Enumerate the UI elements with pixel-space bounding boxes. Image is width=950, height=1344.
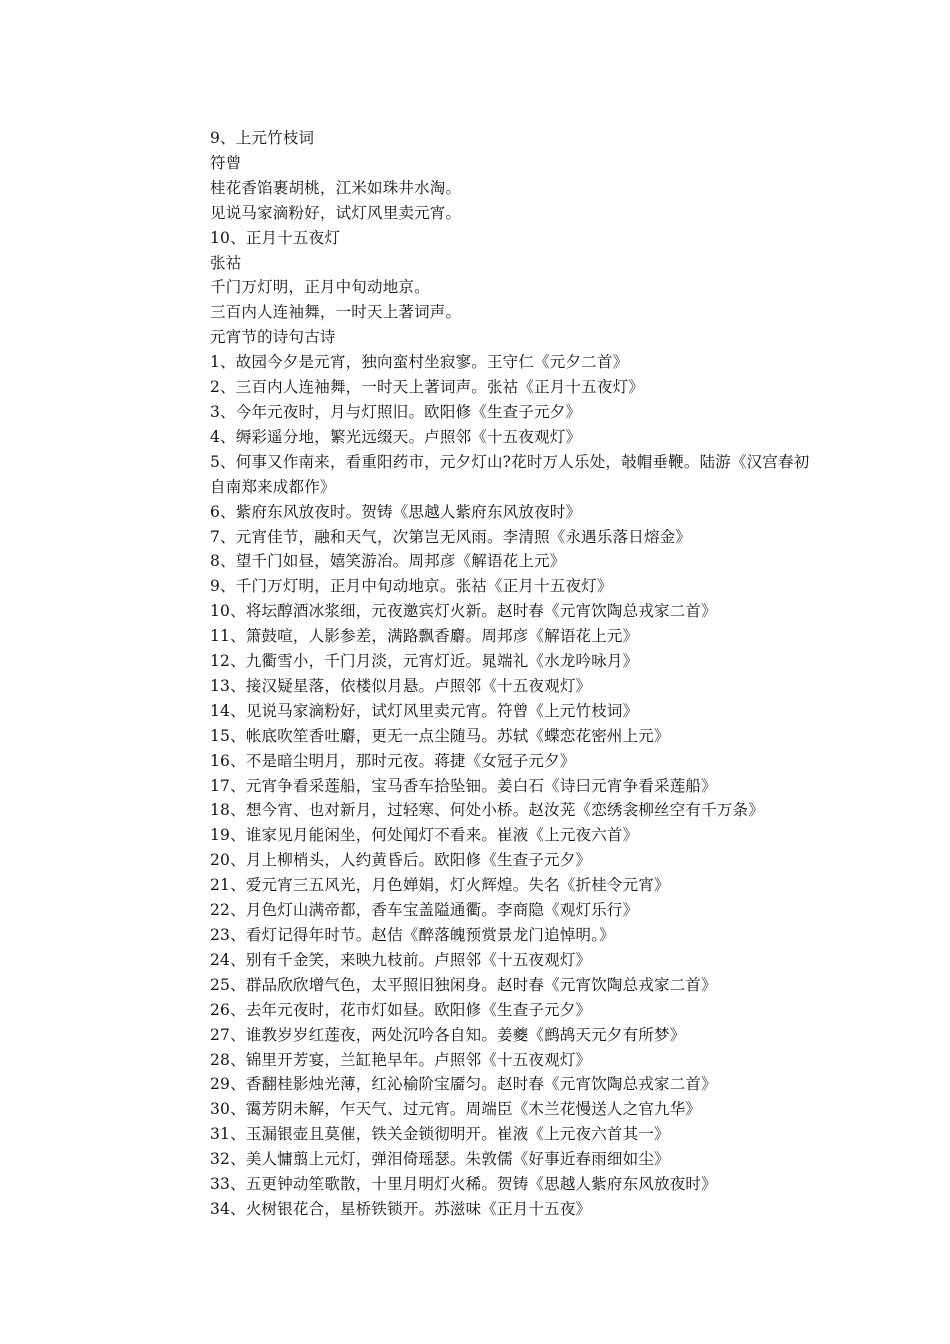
- verse-item: 14、见说马家滴粉好，试灯风里卖元宵。符曾《上元竹枝词》: [210, 701, 639, 720]
- document-body: [140, 126, 812, 1222]
- verse-item: 29、香翻桂影烛光薄，红沁榆阶宝靥匀。赵时春《元宵饮陶总戎家二首》: [210, 1075, 717, 1094]
- verse-item: 7、元宵佳节，融和天气，次第岂无风雨。李清照《永遇乐落日熔金》: [210, 527, 692, 546]
- verse-item: 34、火树银花合，星桥铁锁开。苏滋味《正月十五夜》: [210, 1199, 592, 1218]
- verse-item: 18、想今宵、也对新月，过轻寒、何处小桥。赵汝茪《恋绣衾柳丝空有千万条》: [210, 801, 764, 820]
- poem-line: 三百内人连袖舞，一时天上著词声。: [210, 303, 462, 322]
- verse-item: 10、将坛醇酒冰浆细，元夜邀宾灯火新。赵时春《元宵饮陶总戎家二首》: [210, 602, 717, 621]
- poem-line: 见说马家滴粉好，试灯风里卖元宵。: [210, 203, 462, 222]
- verse-item: 3、今年元夜时，月与灯照旧。欧阳修《生查子元夕》: [210, 402, 582, 421]
- poem-author: 符曾: [210, 153, 242, 172]
- verse-item: 28、锦里开芳宴，兰缸艳早年。卢照邻《十五夜观灯》: [210, 1050, 592, 1069]
- verse-item: 24、别有千金笑，来映九枝前。卢照邻《十五夜观灯》: [210, 950, 592, 969]
- verse-item: 30、霭芳阴未解，乍天气、过元宵。周端臣《木兰花慢送人之官九华》: [210, 1100, 702, 1119]
- verse-item: 16、不是暗尘明月，那时元夜。蒋捷《女冠子元夕》: [210, 751, 576, 770]
- verse-item: 32、美人慵翦上元灯，弹泪倚瑶瑟。朱敦儒《好事近春雨细如尘》: [210, 1150, 670, 1169]
- verse-item: 19、谁家见月能闲坐，何处闻灯不看来。崔液《上元夜六首》: [210, 826, 639, 845]
- poem-line: 桂花香馅裹胡桃，江米如珠井水淘。: [210, 178, 462, 197]
- verse-item: 9、千门万灯明，正月中旬动地京。张祜《正月十五夜灯》: [210, 577, 613, 596]
- verse-item: 13、接汉疑星落，依楼似月悬。卢照邻《十五夜观灯》: [210, 676, 592, 695]
- verse-item: 17、元宵争看采莲船，宝马香车拾坠钿。姜白石《诗曰元宵争看采莲船》: [210, 776, 717, 795]
- verse-item: 12、九衢雪小，千门月淡，元宵灯近。晁端礼《水龙吟咏月》: [210, 652, 639, 671]
- poem-line: 千门万灯明，正月中旬动地京。: [210, 278, 430, 297]
- verse-item: 31、玉漏银壶且莫催，铁关金锁彻明开。崔液《上元夜六首其一》: [210, 1125, 670, 1144]
- verse-item: 23、看灯记得年时节。赵佶《醉落魄预赏景龙门追悼明。》: [210, 926, 615, 944]
- section-heading: 元宵节的诗句古诗: [210, 328, 336, 347]
- verse-item: 15、帐底吹笙香吐麝，更无一点尘随马。苏轼《蝶恋花密州上元》: [210, 726, 670, 745]
- verse-item: 26、去年元夜时，花市灯如昼。欧阳修《生查子元夕》: [210, 1000, 592, 1019]
- poem-title: 10、正月十五夜灯: [210, 228, 341, 247]
- verse-item: 33、五更钟动笙歌散，十里月明灯火稀。贺铸《思越人紫府东风放夜时》: [210, 1175, 717, 1194]
- verse-item: 2、三百内人连袖舞，一时天上著词声。张祜《正月十五夜灯》: [210, 378, 644, 397]
- poem-author: 张祜: [210, 253, 242, 272]
- verse-item: 8、望千门如昼，嬉笑游冶。周邦彦《解语花上元》: [210, 552, 566, 571]
- verse-item: 5、何事又作南来，看重阳药市，元夕灯山?花时万人乐处，攲帽垂鞭。陆游《汉宫春初自南郑来成都作》: [210, 452, 810, 496]
- verse-item: 4、缛彩遥分地，繁光远缀天。卢照邻《十五夜观灯》: [210, 427, 582, 446]
- verse-item: 20、月上柳梢头，人约黄昏后。欧阳修《生查子元夕》: [210, 851, 592, 870]
- verse-item: 25、群品欣欣增气色，太平照旧独闲身。赵时春《元宵饮陶总戎家二首》: [210, 975, 717, 994]
- verse-item: 21、爱元宵三五风光，月色婵娟，灯火辉煌。失名《折桂令元宵》: [210, 876, 670, 895]
- verse-item: 11、箫鼓喧，人影参差，满路飘香麝。周邦彦《解语花上元》: [210, 627, 639, 646]
- verse-item: 1、故园今夕是元宵，独向蛮村坐寂寥。王守仁《元夕二首》: [210, 353, 629, 372]
- poem-title: 9、上元竹枝词: [210, 129, 315, 147]
- verse-item: 22、月色灯山满帝都，香车宝盖隘通衢。李商隐《观灯乐行》: [210, 901, 639, 920]
- verse-item: 27、谁教岁岁红莲夜，两处沉吟各自知。姜夔《鹧鸪天元夕有所梦》: [210, 1025, 686, 1044]
- verse-item: 6、紫府东风放夜时。贺铸《思越人紫府东风放夜时》: [210, 502, 582, 521]
